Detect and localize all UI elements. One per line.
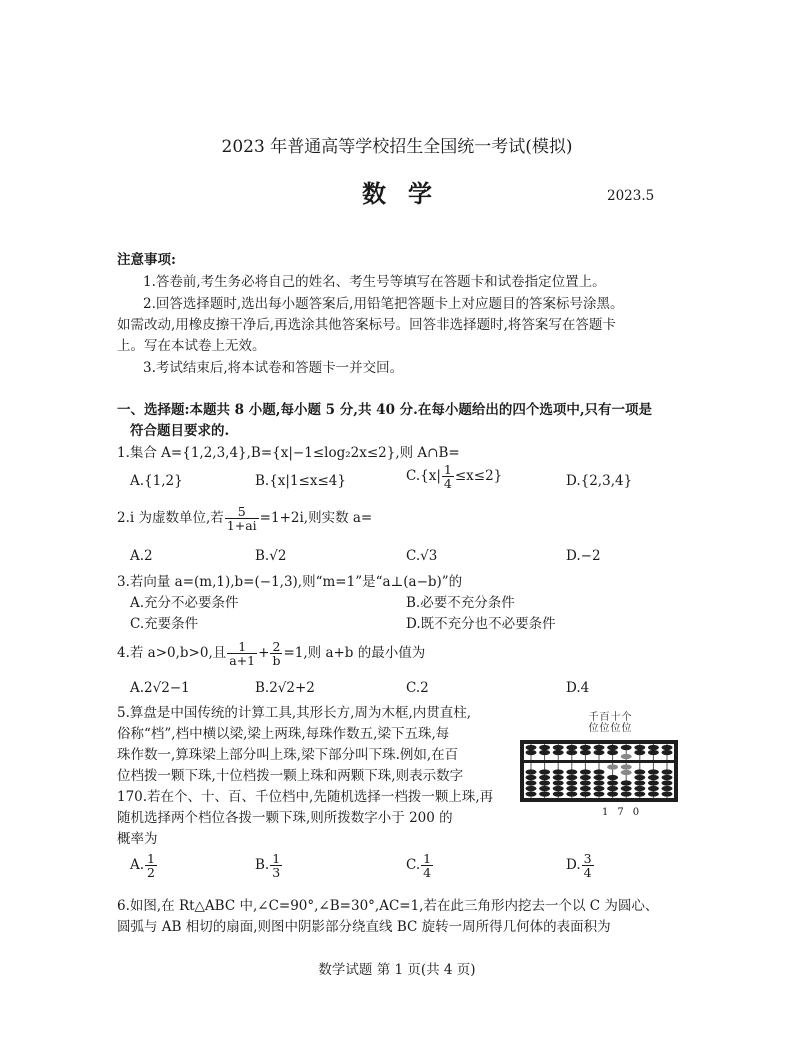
abacus-bead <box>648 750 659 755</box>
question-3-option-c: C.充要条件 <box>130 616 199 632</box>
question-5-line-4: 位档拨一颗下珠,十位档拨一颗上珠和两颗下珠,则表示数字 <box>117 768 464 784</box>
fraction: $\frac{5}{1+ai}$ <box>226 504 257 534</box>
abacus-bead <box>607 775 618 780</box>
abacus-bead <box>634 745 645 750</box>
abacus-bead <box>634 786 645 791</box>
abacus-bead <box>662 750 673 755</box>
question-1-option-d: D.{2,3,4} <box>566 473 633 489</box>
abacus-bead <box>526 791 537 796</box>
question-5-line-6: 随机选择两个档位各拨一颗下珠,则所拨数字小于 200 的 <box>117 810 453 826</box>
abacus-frame <box>520 740 678 802</box>
abacus-bead <box>607 750 618 755</box>
abacus-bead <box>648 791 659 796</box>
abacus-bead <box>594 786 605 791</box>
abacus-bead <box>621 745 632 750</box>
page-footer: 数学试题 第 1 页(共 4 页) <box>318 962 476 978</box>
question-5-line-1: 5.算盘是中国传统的计算工具,其形长方,周为木框,内贯直柱, <box>117 705 472 721</box>
abacus-bead <box>607 745 618 750</box>
abacus-bead <box>621 770 632 775</box>
abacus-bead <box>539 791 550 796</box>
abacus-bead <box>566 775 577 780</box>
question-1-option-b: B.{x|1≤x≤4} <box>255 473 346 489</box>
abacus-bead <box>526 780 537 785</box>
question-4-stem: 4.若 a>0,b>0,且 $\frac{1}{a+1}$ + $\frac{2}{b}$ =1,则 a+b 的最小值为 <box>117 639 426 669</box>
question-3-option-a: A.充分不必要条件 <box>130 595 239 611</box>
abacus-bead <box>662 780 673 785</box>
question-4-option-a: A.2√2−1 <box>130 680 190 696</box>
question-2-option-b: B.√2 <box>255 548 287 564</box>
subject-title: 数学 <box>362 180 454 208</box>
fraction: $\frac{1}{2}$ <box>147 851 155 881</box>
question-3-option-d: D.既不充分也不必要条件 <box>406 616 556 632</box>
question-3-option-b: B.必要不充分条件 <box>406 595 515 611</box>
abacus-bead <box>648 745 659 750</box>
abacus-bead <box>580 775 591 780</box>
abacus-bead <box>607 791 618 796</box>
fraction: $\frac{1}{4}$ <box>423 851 432 881</box>
abacus-bead <box>553 791 564 796</box>
notes-heading: 注意事项: <box>117 252 176 268</box>
abacus-bead <box>594 791 605 796</box>
abacus-bead <box>607 780 618 785</box>
abacus-bead <box>594 750 605 755</box>
abacus-digits: 170 <box>602 807 649 818</box>
abacus-bead <box>526 769 537 774</box>
abacus-bead <box>648 780 659 785</box>
abacus-bead <box>566 780 577 785</box>
abacus-bead <box>526 786 537 791</box>
abacus-bead <box>553 775 564 780</box>
abacus-bead <box>539 769 550 774</box>
question-2-option-d: D.−2 <box>566 548 601 564</box>
question-2-option-c: C.√3 <box>406 548 438 564</box>
question-6-line-2: 圆弧与 AB 相切的扇面,则图中阴影部分绕直线 BC 旋转一周所得几何体的表面积为 <box>117 919 611 935</box>
question-5-option-b: B. $\frac{1}{3}$ <box>255 851 281 881</box>
abacus-bead <box>607 764 618 769</box>
question-4-option-c: C.2 <box>406 680 429 696</box>
abacus-bead <box>580 786 591 791</box>
abacus-column-labels: 千百十个 位位位位 <box>588 712 632 734</box>
abacus-bead <box>553 769 564 774</box>
abacus-bead <box>580 745 591 750</box>
abacus-bead <box>621 786 632 791</box>
abacus-bead <box>648 786 659 791</box>
question-1-stem: 1.集合 A={1,2,3,4},B={x|−1≤log₂2x≤2},则 A∩B= <box>117 445 460 461</box>
abacus-bead <box>634 775 645 780</box>
abacus-bead <box>621 791 632 796</box>
note-item-2-line-3: 上。写在本试卷上无效。 <box>117 338 266 354</box>
question-5-line-2: 俗称“档”,档中横以梁,梁上两珠,每珠作数五,梁下五珠,每 <box>117 726 450 742</box>
abacus-bead <box>580 780 591 785</box>
abacus-bead <box>526 745 537 750</box>
question-2-stem: 2.i 为虚数单位,若 $\frac{5}{1+ai}$ =1+2i,则实数 a= <box>117 504 373 534</box>
question-3-stem: 3.若向量 a=(m,1),b=(−1,3),则“m=1”是“a⊥(a−b)”的 <box>117 574 463 590</box>
abacus-bead <box>566 791 577 796</box>
abacus-bead <box>594 780 605 785</box>
note-item-2-line-1: 2.回答选择题时,选出每小题答案后,用铅笔把答题卡上对应题目的答案标号涂黑。 <box>143 296 624 312</box>
abacus-bead <box>662 745 673 750</box>
abacus-bead <box>662 775 673 780</box>
abacus-bead <box>526 775 537 780</box>
question-4-option-d: D.4 <box>566 680 590 696</box>
abacus-bead <box>634 750 645 755</box>
question-5-option-c: C. $\frac{1}{4}$ <box>406 851 432 881</box>
note-item-1: 1.答卷前,考生务必将自己的姓名、考生号等填写在答题卡和试卷指定位置上。 <box>143 274 606 290</box>
fraction: $\frac{1}{3}$ <box>272 851 281 881</box>
abacus-bead <box>566 750 577 755</box>
question-5-line-3: 珠作数一,算珠梁上部分叫上珠,梁下部分叫下珠.例如,在百 <box>117 747 459 763</box>
abacus-bead <box>526 750 537 755</box>
abacus-bead <box>594 745 605 750</box>
abacus-bead <box>539 786 550 791</box>
abacus-bead <box>539 745 550 750</box>
abacus-bead <box>634 769 645 774</box>
abacus-bead <box>648 769 659 774</box>
abacus-figure <box>520 712 680 822</box>
abacus-bead <box>621 764 632 769</box>
abacus-bead <box>634 780 645 785</box>
abacus-bead <box>553 780 564 785</box>
question-1-option-c: C.{x| $\frac{1}{4}$ ≤x≤2} <box>406 462 503 492</box>
abacus-bead <box>580 750 591 755</box>
abacus-bead <box>553 786 564 791</box>
abacus-bead <box>553 750 564 755</box>
question-5-line-5: 170.若在个、十、百、千位档中,先随机选择一档拨一颗上珠,再 <box>117 789 494 805</box>
exam-date: 2023.5 <box>607 188 655 204</box>
abacus-bead <box>580 769 591 774</box>
abacus-bead <box>553 745 564 750</box>
exam-title: 2023 年普通高等学校招生全国统一考试(模拟) <box>221 137 573 157</box>
abacus-bead <box>539 780 550 785</box>
abacus-bead <box>607 786 618 791</box>
abacus-bead <box>580 791 591 796</box>
abacus-bead <box>621 780 632 785</box>
abacus-bead <box>662 786 673 791</box>
abacus-bead <box>566 786 577 791</box>
fraction: $\frac{1}{a+1}$ <box>229 639 256 669</box>
question-4-option-b: B.2√2+2 <box>255 680 315 696</box>
note-item-3: 3.考试结束后,将本试卷和答题卡一并交回。 <box>143 360 404 376</box>
question-5-option-d: D. $\frac{3}{4}$ <box>566 851 592 881</box>
abacus-bead <box>648 775 659 780</box>
question-2-option-a: A.2 <box>130 548 153 564</box>
section-heading-line-2: 符合题目要求的. <box>130 423 230 439</box>
abacus-bead <box>566 769 577 774</box>
abacus-bead <box>621 754 632 759</box>
section-heading-line-1: 一、选择题:本题共 8 小题,每小题 5 分,共 40 分.在每小题给出的四个选项中,只有一项是 <box>117 402 653 418</box>
abacus-bead <box>539 775 550 780</box>
fraction: $\frac{2}{b}$ <box>272 639 281 669</box>
note-item-2-line-2: 如需改动,用橡皮擦干净后,再选涂其他答案标号。回答非选择题时,将答案写在答题卡 <box>117 317 616 333</box>
question-5-option-a: A. $\frac{1}{2}$ <box>130 851 155 881</box>
abacus-bead <box>566 745 577 750</box>
abacus-bead <box>594 775 605 780</box>
abacus-bead <box>539 750 550 755</box>
abacus-bead <box>662 769 673 774</box>
question-5-line-7: 概率为 <box>117 831 158 847</box>
abacus-bead <box>634 791 645 796</box>
fraction: $\frac{1}{4}$ <box>443 462 452 492</box>
fraction: $\frac{3}{4}$ <box>583 851 592 881</box>
abacus-bead <box>662 791 673 796</box>
question-6-line-1: 6.如图,在 Rt△ABC 中,∠C=90°,∠B=30°,AC=1,若在此三角形内挖去一个以 C 为圆心、 <box>117 898 659 914</box>
abacus-bead <box>594 769 605 774</box>
question-1-option-a: A.{1,2} <box>130 473 183 489</box>
